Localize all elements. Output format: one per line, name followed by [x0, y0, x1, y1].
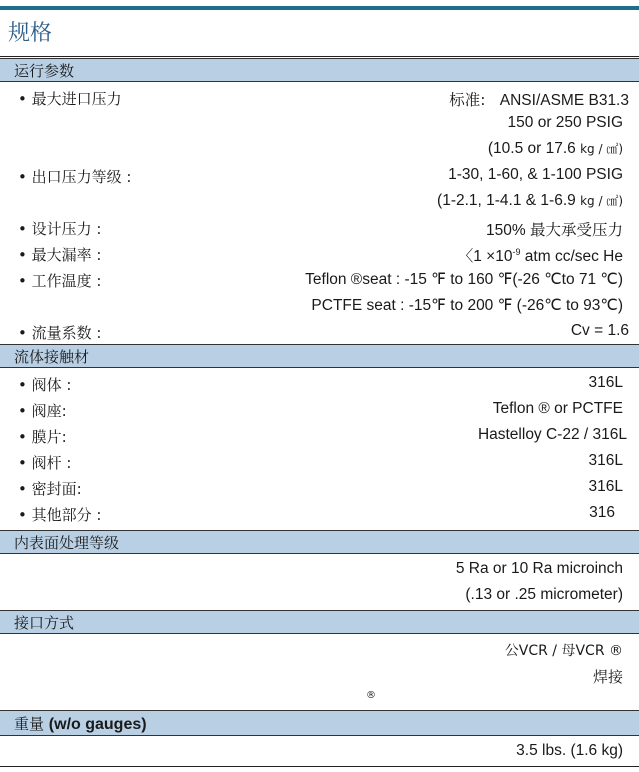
- section-title: 重量 (w/o gauges): [14, 715, 147, 733]
- flow-coefficient-value: Cv = 1.6: [570, 322, 629, 339]
- section-surface: [0, 530, 639, 554]
- design-pressure-label: • 设计压力 :: [18, 220, 102, 238]
- outlet-psig: 1-30, 1-60, & 1-100 PSIG: [448, 166, 623, 183]
- list-item: • 膜片:: [18, 428, 67, 446]
- temperature-pctfe: PCTFE seat : -15℉ to 200 ℉ (-26℃ to 93℃): [311, 297, 623, 314]
- section-connection: [0, 610, 639, 634]
- bottom-rule: [0, 766, 639, 767]
- list-item-value: 316L: [588, 452, 623, 469]
- section-operating: [0, 58, 639, 82]
- section-weight: [0, 710, 639, 736]
- connection-weld: 焊接: [592, 668, 623, 686]
- outlet-label: • 出口压力等级 :: [18, 168, 132, 186]
- design-pressure-value: 150% 最大承受压力: [486, 222, 623, 239]
- list-item: • 密封面:: [18, 480, 82, 498]
- list-item-value: 316L: [588, 374, 623, 391]
- section-title: 内表面处理等级: [14, 534, 120, 552]
- list-item: • 阀体 :: [18, 376, 72, 394]
- list-item-value: 316: [589, 504, 615, 521]
- weight-value: 3.5 lbs. (1.6 kg): [516, 742, 623, 759]
- surface-finish-ra: 5 Ra or 10 Ra microinch: [455, 560, 623, 577]
- outlet-kg: (1-2.1, 1-4.1 & 1-6.9 kg / ㎠): [437, 192, 623, 209]
- list-item: • 阀杆 :: [18, 454, 72, 472]
- max-inlet-standard: 标准: ANSI/ASME B31.3: [449, 91, 629, 109]
- section-title: 接口方式: [14, 614, 75, 632]
- leak-rate-label: • 最大漏率 :: [18, 246, 102, 264]
- registered-mark: ®: [366, 690, 376, 701]
- page-title: 规格: [8, 21, 53, 46]
- section-wetted: [0, 344, 639, 368]
- section-title: 流体接触材: [14, 348, 90, 366]
- max-inlet-label: • 最大进口压力: [18, 90, 122, 108]
- connection-vcr: 公VCR / 母VCR ®: [504, 643, 623, 659]
- max-inlet-psig: 150 or 250 PSIG: [507, 114, 623, 131]
- surface-finish-micrometer: (.13 or .25 micrometer): [465, 586, 623, 603]
- max-inlet-kg: (10.5 or 17.6 kg / ㎠): [487, 140, 623, 157]
- leak-rate-value: 〈$1 \times 10^{-9}$ atm cc/sec He: [457, 246, 623, 265]
- temperature-teflon: Teflon ®seat : -15 ℉ to 160 ℉(-26 ℃to 71 ℃): [305, 271, 623, 288]
- list-item: • 阀座:: [18, 402, 67, 420]
- top-rule: [0, 6, 639, 10]
- list-item: • 其他部分 :: [18, 506, 102, 524]
- section-title: 运行参数: [14, 62, 75, 80]
- list-item-value: 316L: [588, 478, 623, 495]
- title-divider: [0, 56, 639, 57]
- temperature-label: • 工作温度 :: [18, 272, 102, 290]
- flow-coefficient-label: • 流量系数 :: [18, 324, 102, 342]
- list-item-value: Teflon ® or PCTFE: [492, 400, 623, 417]
- list-item-value: Hastelloy C-22 / 316L: [477, 426, 627, 443]
